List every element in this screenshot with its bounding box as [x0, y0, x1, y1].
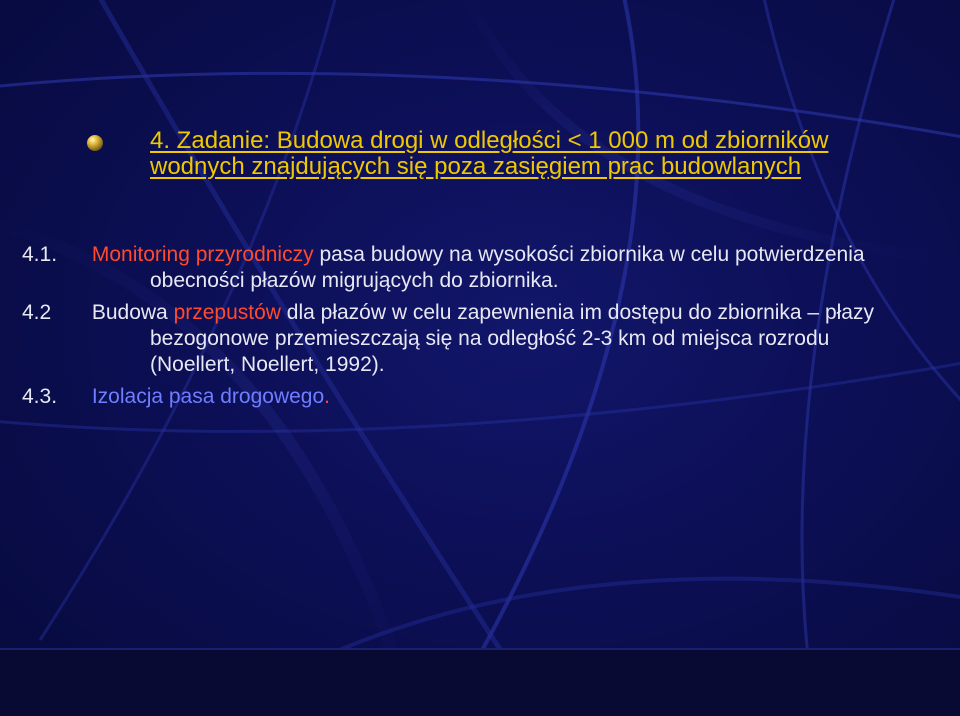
- item-text: dla płazów w celu zapewnienia im dostępu do zbiornika – płazy bezogonowe przemieszczają się na odległość 2-3 km od miejsca rozrodu (Noellert, Noellert, 1992).: [150, 301, 874, 376]
- item-4-2: 4.2 Budowa przepustów dla płazów w celu zapewnienia im dostępu do zbiornika – płazy bezogonowe przemieszczają się na odległość 2-3 km od miejsca rozrodu (Noellert, Noellert, 1992).: [22, 301, 874, 376]
- item-text: pasa budowy na wysokości zbiornika w celu potwierdzenia obecności płazów migrujących do zbiornika.: [150, 243, 865, 292]
- item-4-1: 4.1. Monitoring przyrodniczy pasa budowy na wysokości zbiornika w celu potwierdzenia obecności płazów migrujących do zbiornika.: [22, 243, 865, 292]
- item-accent: przepustów: [173, 301, 281, 324]
- item-text: .: [324, 385, 331, 408]
- item-accent: Monitoring przyrodniczy: [91, 243, 314, 266]
- sphere-bullet-icon: [86, 134, 104, 152]
- item-accent: Izolacja pasa drogowego: [91, 385, 325, 408]
- item-lead: Budowa: [91, 301, 174, 324]
- slide-title: 4. Zadanie: Budowa drogi w odległości < 1 000 m od zbiorników wodnych znajdujących się poza zasięgiem prac budowlanych: [150, 127, 829, 180]
- footer-band: [0, 648, 960, 716]
- body-text: [22, 242, 886, 416]
- item-4-3: 4.3. Izolacja pasa drogowego.: [22, 385, 331, 408]
